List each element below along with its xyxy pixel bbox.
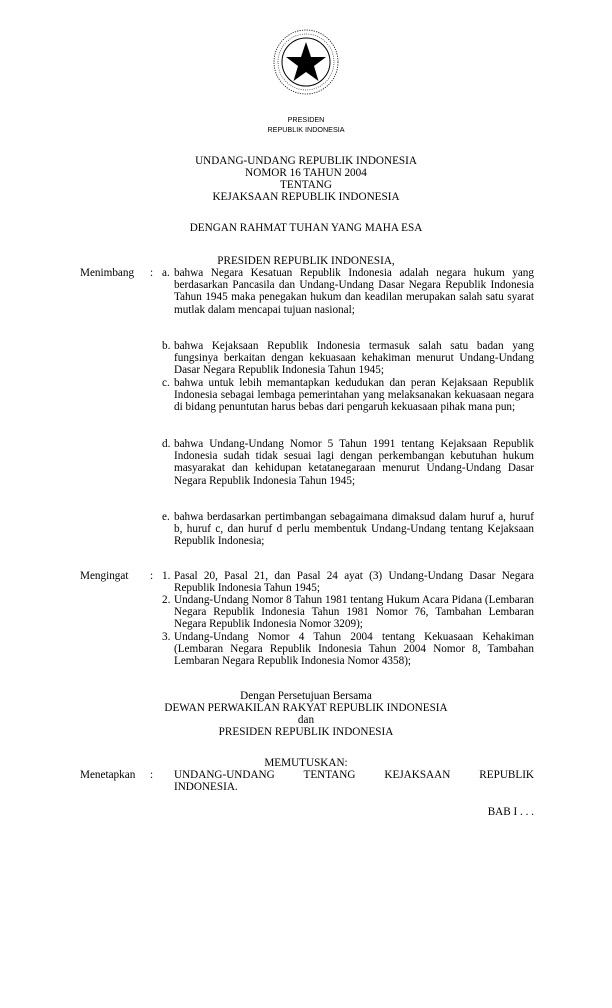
item-marker: 2. xyxy=(162,594,171,606)
item-text: bahwa Negara Kesatuan Republik Indonesia adalah negara hukum yang berdasarkan Pancasila dan Undang-Undang Dasar Negara Republik Indonesia Tahun 1945 maka penegakan hukum dan keadilan merupakan salah satu syarat mutlak dalam mencapai tujuan nasional; xyxy=(174,267,534,316)
item-text: bahwa berdasarkan pertimbangan sebagaimana dimaksud dalam huruf a, huruf b, huruf c, dan huruf d perlu membentuk Undang-Undang tentang Kejaksaan Republik Indonesia; xyxy=(174,511,534,548)
item-text: bahwa untuk lebih memantapkan kedudukan dan peran Kejaksaan Republik Indonesia sebagai lembaga pemerintahan yang melaksanakan kekuasaan negara di bidang penuntutan harus bebas dari pengaruh kekuasaan pihak mana pun; xyxy=(174,377,534,414)
mengingat-label: Mengingat xyxy=(80,570,129,582)
menetapkan-label: Menetapkan xyxy=(80,769,136,781)
title-line-1: UNDANG-UNDANG REPUBLIK INDONESIA xyxy=(195,155,417,167)
menimbang-item-d xyxy=(162,438,534,487)
menimbang-item-e xyxy=(162,511,534,548)
menimbang-label: Menimbang xyxy=(80,267,135,279)
item-marker: d. xyxy=(162,438,171,450)
preamble-grace: DENGAN RAHMAT TUHAN YANG MAHA ESA xyxy=(189,222,423,234)
item-marker: 1. xyxy=(162,570,171,582)
mengingat-item-1 xyxy=(162,570,534,594)
item-text: bahwa Kejaksaan Republik Indonesia termasuk salah satu badan yang fungsinya berkaitan dengan kekuasaan kehakiman menurut Undang-Undang Dasar Negara Republik Indonesia Tahun 1945; xyxy=(174,340,534,377)
menimbang-item-c xyxy=(162,377,534,414)
item-marker: c. xyxy=(162,377,170,389)
approval-line-3: dan xyxy=(297,714,315,726)
item-marker: b. xyxy=(162,340,171,352)
title-line-4: KEJAKSAAN REPUBLIK INDONESIA xyxy=(212,191,400,203)
item-marker: 3. xyxy=(162,631,171,643)
mengingat-item-3 xyxy=(162,631,534,668)
decision-heading: MEMUTUSKAN: xyxy=(264,757,348,769)
header-republic: REPUBLIK INDONESIA xyxy=(267,125,345,134)
menimbang-item-b xyxy=(162,340,534,377)
header-president: PRESIDEN xyxy=(287,115,325,124)
title-line-2: NOMOR 16 TAHUN 2004 xyxy=(245,167,367,179)
title-line-3: TENTANG xyxy=(280,179,332,191)
item-marker: a. xyxy=(162,267,170,279)
item-text: Undang-Undang Nomor 4 Tahun 2004 tentang Kekuasaan Kehakiman (Lembaran Negara Republik Indonesia Tahun 2004 Nomor 8, Tambahan Lembaran Negara Republik Indonesia Nomor 4358); xyxy=(174,631,534,668)
item-text: Undang-Undang Nomor 8 Tahun 1981 tentang Hukum Acara Pidana (Lembaran Negara Republik Indonesia Tahun 1981 Nomor 76, Tambahan Lembaran Negara Republik Indonesia Nomor 3209); xyxy=(174,594,534,631)
menimbang-item-a xyxy=(162,267,534,316)
preamble-president: PRESIDEN REPUBLIK INDONESIA, xyxy=(217,255,395,267)
continuation-marker: BAB I . . . xyxy=(487,806,534,818)
item-marker: e. xyxy=(162,511,170,523)
approval-line-1: Dengan Persetujuan Bersama xyxy=(240,690,372,702)
item-text: Pasal 20, Pasal 21, dan Pasal 24 ayat (3) Undang-Undang Dasar Negara Republik Indonesia Tahun 1945; xyxy=(174,570,534,595)
item-text: bahwa Undang-Undang Nomor 5 Tahun 1991 tentang Kejaksaan Republik Indonesia sudah tidak sesuai lagi dengan perkembangan kebutuhan hukum masyarakat dan kehidupan ketatanegaraan menurut Undang-Undang Dasar Negara Republik Indonesia Tahun 1945; xyxy=(174,438,534,487)
mengingat-item-2 xyxy=(162,594,534,631)
approval-line-4: PRESIDEN REPUBLIK INDONESIA xyxy=(218,726,394,738)
star-emblem-icon xyxy=(272,28,340,96)
mengingat-colon: : xyxy=(150,570,154,582)
menetapkan-text: UNDANG-UNDANG TENTANG KEJAKSAAN REPUBLIK INDONESIA. xyxy=(174,769,534,794)
menimbang-colon: : xyxy=(150,267,154,279)
menetapkan-colon: : xyxy=(150,769,154,781)
approval-line-2: DEWAN PERWAKILAN RAKYAT REPUBLIK INDONESIA xyxy=(164,702,448,714)
